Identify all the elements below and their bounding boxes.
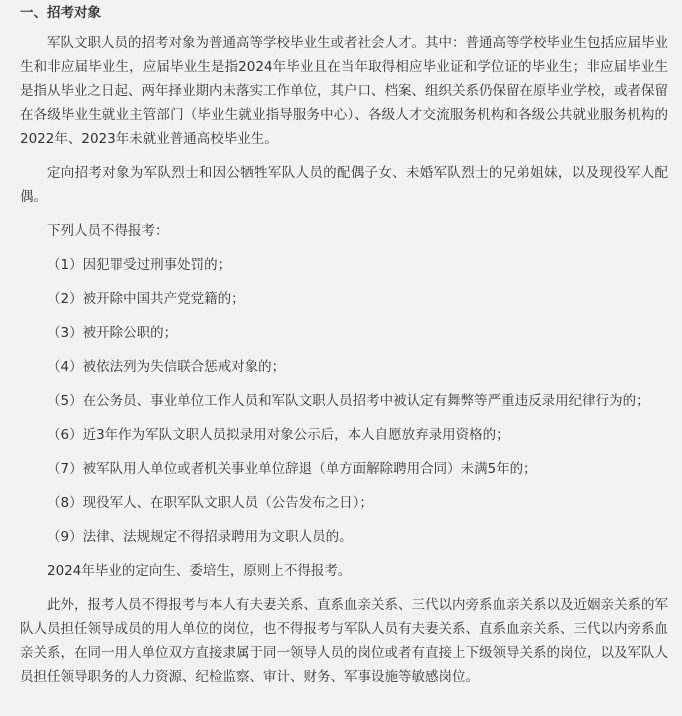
exclusion-item: （2）被开除中国共产党党籍的； — [47, 291, 245, 307]
intro-paragraph: 军队文职人员的招考对象为普通高等学校毕业生或者社会人才。其中：普通高等学校毕业生包括应届毕业生和非应届毕业生，应届毕业生是指2024年毕业且在当年取得相应毕业证和学位证的毕业生；非应届毕业生是指从毕业之日起、两年择业期内未落实工作单位，其户口、档案、组织关系仍保留在原毕业学校，或者保留在各级毕业生就业主管部门（毕业生就业指导服务中心）、各级人才交流服务机构和各级公共就业服务机构的2022年、2023年未就业普通高校毕业生。 — [20, 35, 668, 147]
exclusion-item: （6）近3年作为军队文职人员拟录用对象公示后，本人自愿放弃录用资格的； — [47, 427, 510, 443]
exclusion-item: （9）法律、法规规定不得招录聘用为文职人员的。 — [47, 529, 353, 545]
relationship-restriction-paragraph: 此外，报考人员不得报考与本人有夫妻关系、直系血亲关系、三代以内旁系血亲关系以及近姻亲关系的军队人员担任领导成员的用人单位的岗位，也不得报考与军队人员有夫妻关系、直系血亲关系、三代以内旁系血亲关系，在同一用人单位双方直接隶属于同一领导人员的岗位或者有直接上下级领导关系的岗位，以及军队人员担任领导职务的人力资源、纪检监察、审计、财务、军事设施等敏感岗位。 — [20, 597, 668, 685]
exclusion-item: （8）现役军人、在职军队文职人员（公告发布之日）； — [47, 495, 373, 511]
exclusion-item: （7）被军队用人单位或者机关事业单位辞退（单方面解除聘用合同）未满5年的； — [47, 461, 537, 477]
exclusion-item: （1）因犯罪受过刑事处罚的； — [47, 257, 232, 273]
exclusion-intro: 下列人员不得报考： — [47, 223, 169, 239]
exclusion-item: （5）在公务员、事业单位工作人员和军队文职人员招考中被认定有舞弊等严重违反录用纪律行为的； — [47, 393, 650, 409]
exclusion-item: （4）被依法列为失信联合惩戒对象的； — [47, 359, 286, 375]
section-heading: 一、招考对象 — [20, 5, 101, 21]
exclusion-item: （3）被开除公职的； — [47, 325, 178, 341]
graduate-note-paragraph: 2024年毕业的定向生、委培生，原则上不得报考。 — [47, 563, 352, 579]
targeted-recruitment-paragraph: 定向招考对象为军队烈士和因公牺牲军队人员的配偶子女、未婚军队烈士的兄弟姐妹，以及现役军人配偶。 — [20, 165, 668, 205]
